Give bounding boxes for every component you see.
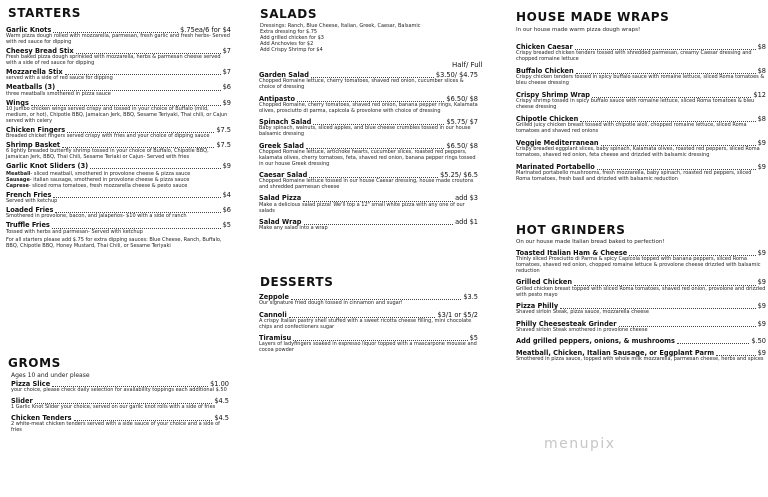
- menu-item-description: served with a side of red sauce for dipping: [6, 75, 113, 82]
- menu-item-price: $7: [222, 47, 231, 56]
- menu-item-description: Fresh baked pizza dough sprinkled with mozzarella, herbs & parmesan cheese served with a side of red sauce for dipping: [6, 54, 221, 67]
- menu-item: [516, 350, 766, 363]
- menu-item-name: Antipasto: [259, 94, 295, 103]
- menu-item-name: Slider: [11, 397, 33, 406]
- menu-item-price: $9: [757, 301, 766, 310]
- menu-item: [259, 219, 478, 232]
- menu-item-description: three meatballs smothered in pizza sauce: [6, 90, 111, 97]
- menu-item-description: Grilled juicy chicken breast tossed with chipotle aioli, chopped romaine lettuce, sliced Roma tomatoes and shaved red onions: [516, 122, 747, 135]
- menu-item: [11, 415, 229, 434]
- menu-item-description: 2 white-meat chicken tenders served with a side sauce of your choice and a side of fries: [11, 421, 220, 434]
- menu-item-description: Make a delicious salad pizza! We'll top a 12" small white pizza with any one of our salads: [259, 201, 465, 214]
- slider-option-text: - italian sausage, smothered in provolone cheese & pizza sauce: [29, 177, 190, 184]
- menu-item-description: 6 lightly breaded butterfly shrimp tossed in your choice of Buffalo, Chipotle BBQ, Jamaican Jerk, BBQ, Thai Chili, Sesame Teriaki or Cajun- Served with fries: [6, 148, 209, 160]
- menu-item-price: $8: [757, 67, 766, 76]
- dot-leader: [677, 343, 749, 344]
- groms-heading: GROMS: [8, 356, 61, 370]
- menu-item-price: $3.50/ $4.75: [435, 71, 478, 79]
- menu-item-description: 1 Garlic Knot Slider your choice, served on our garlic knot rolls with a side of fries: [11, 404, 216, 411]
- menu-item: [516, 338, 766, 345]
- menu-item-name: Chicken Fingers: [6, 125, 66, 134]
- menu-item-price: $7: [222, 68, 231, 77]
- menu-item-price: $6: [222, 206, 231, 215]
- menu-item: [516, 279, 766, 298]
- menu-item-price: $3/1 or $5/2: [437, 310, 478, 319]
- menu-item-description: Chopped Romaine lettuce, cherry tomatoes, shaved red onion, cucumber slices & choice of dressing: [259, 78, 464, 91]
- wraps-subtitle: In our house made warm pizza dough wraps!: [516, 27, 641, 33]
- starters-heading: STARTERS: [8, 6, 81, 20]
- menu-item-price: add $3: [455, 194, 478, 203]
- menu-item-name: Veggie Mediterranean: [516, 139, 599, 148]
- menu-item: [259, 335, 478, 354]
- menu-item: [6, 142, 231, 161]
- menu-item-name: Chicken Tenders: [11, 414, 72, 423]
- half-full-label: Half/ Full: [452, 61, 483, 69]
- desserts-heading: DESSERTS: [260, 275, 334, 289]
- menu-item: [516, 44, 766, 63]
- wraps-heading: HOUSE MADE WRAPS: [516, 10, 670, 24]
- dot-leader: [53, 197, 220, 198]
- menu-item-description: Crispy breaded eggplant slices, baby spinach, Kalamata olives, roasted red peppers, sliced Roma tomatoes, shaved red onion, feta cheese and drizzled with balsamic dressing: [516, 146, 760, 159]
- menu-item-price: $9: [757, 348, 766, 357]
- menu-item-price: $.75ea/6 for $4: [180, 26, 231, 34]
- menu-item-name: Pizza Philly: [516, 301, 559, 310]
- menu-item-name: Shrimp Basket: [6, 140, 61, 149]
- menu-item-description: Our signature fried dough tossed in cinnamon and sugar!: [259, 300, 403, 307]
- menu-item-price: $5.75/ $7: [446, 118, 478, 127]
- menu-item-description: Shaved sirloin Steak, pizza sauce, mozzarella cheese: [516, 309, 649, 316]
- menu-item: [259, 96, 478, 115]
- menu-item: [6, 192, 231, 205]
- menu-item-price: $6.50/ $8: [446, 141, 478, 150]
- menu-item-price: $6: [222, 83, 231, 92]
- menu-item: [6, 222, 231, 235]
- menu-item-description: 10 Jumbo chicken wings served crispy and tossed in your choice of Buffalo (mild, medium, or hot), Chipotle BBQ, Jamaican Jerk, BBQ, Sesame Teriyaki, Thai chili, or Cajun served with celery: [6, 105, 228, 124]
- menu-item-name: Marinated Portabello: [516, 163, 595, 172]
- menu-item: [6, 48, 231, 67]
- menu-item-price: $4.5: [214, 397, 229, 406]
- menu-item: [516, 303, 766, 316]
- menu-item-name: Wings: [6, 98, 29, 107]
- starters-list: [6, 27, 231, 249]
- menu-item: [6, 100, 231, 125]
- menu-item-name: Cannoli: [259, 310, 287, 319]
- menu-item: [11, 398, 229, 411]
- menu-item-price: $4.5: [214, 414, 229, 423]
- menu-item-price: $9: [757, 278, 766, 287]
- menu-item-name: Chipotle Chicken: [516, 115, 579, 124]
- grinders-subtitle: On our house made Italian bread baked to perfection!: [516, 239, 665, 245]
- menu-item-name: Toasted Italian Ham & Cheese: [516, 249, 628, 257]
- menu-item-name: Salad Pizza: [259, 194, 302, 203]
- menu-item: [516, 68, 766, 87]
- menu-item: [259, 312, 478, 331]
- menu-item-description: Thinly sliced Prosciutto di Parma & spicy Capicola topped with banana peppers, sliced Roma tomatoes, shaved red onion, chopped romaine lettuce & provolone cheese drizzled with balsamic reduction: [516, 256, 761, 275]
- menu-item: [516, 140, 766, 159]
- dot-leader: [90, 168, 220, 169]
- menu-item-description: Crispy chicken tenders tossed in spicy buffalo sauce with romaine lettuce, sliced Roma tomatoes & bleu cheese dressing: [516, 74, 765, 87]
- menu-item: [6, 163, 231, 170]
- salad-extra-option: Add grilled chicken for $3: [260, 34, 324, 41]
- menu-item: [259, 143, 478, 168]
- menu-item-name: Spinach Salad: [259, 118, 312, 127]
- menu-item: [259, 172, 478, 191]
- menu-item: [516, 250, 766, 275]
- menu-item-name: Mozzarella Stix: [6, 68, 63, 77]
- menupix-watermark: menupix: [544, 436, 616, 452]
- menu-item-description: Chopped Romaine lettuce tossed in our house Caesar dressing, house made croutons and shredded parmesan cheese: [259, 178, 474, 191]
- slider-option-text: - sliced meatball, smothered in provolone cheese & pizza sauce: [30, 171, 191, 178]
- menu-item-name: French Fries: [6, 191, 52, 200]
- grinders-list: [516, 250, 766, 367]
- menu-item-description: Crispy shrimp tossed in spicy buffalo sauce with romaine lettuce, sliced Roma tomatoes & bleu cheese dressing: [516, 98, 755, 111]
- salad-extra-option: Extra dressing for $.75: [260, 29, 318, 35]
- menu-item-name: Grilled Chicken: [516, 278, 573, 287]
- menu-item-name: Cheesy Bread Stix: [6, 47, 74, 56]
- salads-list: [259, 72, 478, 237]
- menu-item: [516, 116, 766, 135]
- menu-item-description: Chopped Romaine, cherry tomatoes, shaved red onion, banana pepper rings, Kalamata olives, prosciutto di parma, capicola & provolone with choice of dressing: [259, 101, 478, 114]
- menu-item-price: $5: [222, 221, 231, 230]
- menu-item: [516, 321, 766, 334]
- menu-item-name: Meatballs (3): [6, 83, 56, 92]
- menu-item-price: $7.5: [216, 140, 231, 149]
- menu-item-description: Baby spinach, walnuts, sliced apples, and blue cheese crumbles tossed in our house balsamic dressing: [259, 125, 471, 138]
- menu-item-price: $4: [222, 191, 231, 200]
- menu-item-price: $5.25/ $6.5: [440, 170, 478, 179]
- menu-item-description: Crispy breaded chicken tenders tossed with shredded parmesan, creamy Caesar dressing and chopped romaine lettuce: [516, 50, 752, 63]
- menu-item-description: Shaved sirloin Steak smothered in provolone cheese: [516, 326, 648, 333]
- menu-item-row: [6, 163, 231, 170]
- menu-item-name: Greek Salad: [259, 141, 304, 150]
- slider-option-text: - sliced roma tomatoes, fresh mozzarella cheese & pesto sauce: [28, 183, 188, 190]
- menu-item-description: Breaded chicket fingers served crispy with fries and your choice of dipping sauce: [6, 132, 210, 139]
- menu-item-price: $5: [469, 334, 478, 343]
- menu-item-price: $9: [757, 319, 766, 328]
- menu-item: [259, 119, 478, 138]
- menu-item-price: add $1: [455, 218, 478, 226]
- menu-item-name: Zeppole: [259, 293, 289, 301]
- menu-item-description: A crispy Italian pastry shell stuffed with a sweet ricotta cheese filling, mini chocolate chips and confectioners sugar: [259, 317, 472, 330]
- menu-item-description: Served with ketchup: [6, 198, 58, 205]
- menu-item: [6, 84, 231, 97]
- menu-item-name: Tiramisu: [259, 334, 292, 343]
- menu-item-name: Garden Salad: [259, 71, 309, 79]
- menu-item-price: $1.00: [210, 380, 229, 388]
- salad-dressings: Dressings: Ranch, Blue Cheese, Italian, Greek, Caesar, Balsamic: [260, 23, 421, 29]
- menu-item-description: Tossed with herbs and parmesan- Served with ketchup: [6, 228, 143, 235]
- menu-item-name: Philly Cheesesteak Grinder: [516, 319, 617, 328]
- menu-item-description: Warm pizza dough rolled with mozzarella, parmesan, fresh garlic and fresh herbs- Served with red sauce for dipping: [6, 33, 230, 46]
- menu-item-price: $9: [757, 163, 766, 172]
- menu-item: [6, 207, 231, 220]
- menu-item: [259, 195, 478, 214]
- menu-item-price: $9: [222, 161, 231, 170]
- extra-sauce-note: For all starters please add $.75 for extra dipping sauces: Blue Cheese, Ranch, Buffalo, BBQ, Chipotle BBQ, Honey Mustard, Thai Chili, or Sesame Teriyaki: [6, 236, 222, 249]
- salad-extra-option: Add Crispy Shrimp for $4: [260, 46, 323, 53]
- menu-item: [6, 127, 231, 140]
- menu-item-name: Chicken Caesar: [516, 43, 573, 51]
- salads-heading: SALADS: [260, 7, 318, 21]
- menu-item-price: $7.5: [216, 125, 231, 134]
- menu-item-name: Meatball, Chicken, Italian Sausage, or Eggplant Parm: [516, 348, 715, 357]
- menu-item: [516, 92, 766, 111]
- menu-item-price: $9: [222, 98, 231, 107]
- slider-option: [6, 184, 231, 190]
- menu-item-description: Smothered in provolone, bacon, and jalapeños- $10 with a side of ranch: [6, 213, 187, 220]
- menu-item: [259, 294, 478, 307]
- menu-item-price: $6.50/ $8: [446, 94, 478, 103]
- wraps-list: [516, 44, 766, 188]
- menu-item-description: Layers of ladyfingers soaked in espresso liquor topped with a mascarpone mousse and cocoa powder: [259, 341, 477, 354]
- menu-item-price: $8: [757, 43, 766, 51]
- menu-item-name: Crispy Shrimp Wrap: [516, 91, 591, 100]
- menu-item-name: Loaded Fries: [6, 206, 54, 215]
- salad-extra-option: Add Anchovies for $2: [260, 40, 314, 47]
- menu-item-description: Chopped Romaine lettuce, artichoke hearts, cucumber slices, roasted red peppers, kalamata olives, cherry tomatoes, feta, shaved red onion, banana pepper rings tossed in our house Greek dressing: [259, 148, 476, 167]
- menu-item-name: Garlic Knots: [6, 26, 52, 34]
- salad-extras: [260, 30, 324, 54]
- grinders-heading: HOT GRINDERS: [516, 223, 626, 237]
- menu-item: [6, 69, 231, 82]
- menu-item-description: Smothered in pizza sauce, topped with whole milk mozzarella, parmesan cheese, herbs and spices: [516, 356, 764, 363]
- menu-item-name: Add grilled peppers, onions, & mushrooms: [516, 337, 675, 346]
- slider-option-label: Meatball: [6, 171, 31, 178]
- menu-item-price: $9: [757, 139, 766, 148]
- slider-option-label: Sausage: [6, 177, 30, 184]
- menu-item: [259, 72, 478, 91]
- menu-item-price: $.50: [751, 337, 766, 346]
- menu-item-name: Garlic Knot Sliders (3): [6, 161, 89, 170]
- menu-item: [6, 27, 231, 46]
- groms-list: [11, 381, 229, 438]
- menu-item-name: Caesar Salad: [259, 170, 308, 179]
- menu-item-description: Marinated portabello mushrooms, fresh mozzarella, baby spinach, roasted red peppers, sliced Roma tomatoes, fresh basil and drizzled with balsamic reduction: [516, 170, 752, 183]
- menu-item-price: $9: [757, 249, 766, 257]
- menu-item-name: Salad Wrap: [259, 218, 302, 226]
- menu-item-description: Grilled chicken breast topped with sliced Roma tomatoes, shaved red onion, provolone and drizzled with pesto mayo: [516, 285, 766, 298]
- menu-item-price: $12: [753, 91, 766, 100]
- menu-item: [11, 381, 229, 394]
- menu-item-name: Truffle Fries: [6, 221, 50, 230]
- slider-option-label: Caprese: [6, 183, 29, 190]
- menu-item-description: Make any salad into a wrap: [259, 225, 328, 232]
- menu-item: [516, 164, 766, 183]
- groms-subtitle: Ages 10 and under please: [11, 372, 90, 379]
- menu-item-description: your choice, please check daily selection for availability toppings each additional $.50: [11, 387, 227, 394]
- menu-item-price: $3.5: [463, 293, 478, 301]
- desserts-list: [259, 294, 478, 359]
- menu-item-row: [516, 338, 766, 345]
- menu-item-price: $8: [757, 115, 766, 124]
- menu-item-name: Buffalo Chicken: [516, 67, 574, 76]
- menu-item-name: Pizza Slice: [11, 380, 51, 388]
